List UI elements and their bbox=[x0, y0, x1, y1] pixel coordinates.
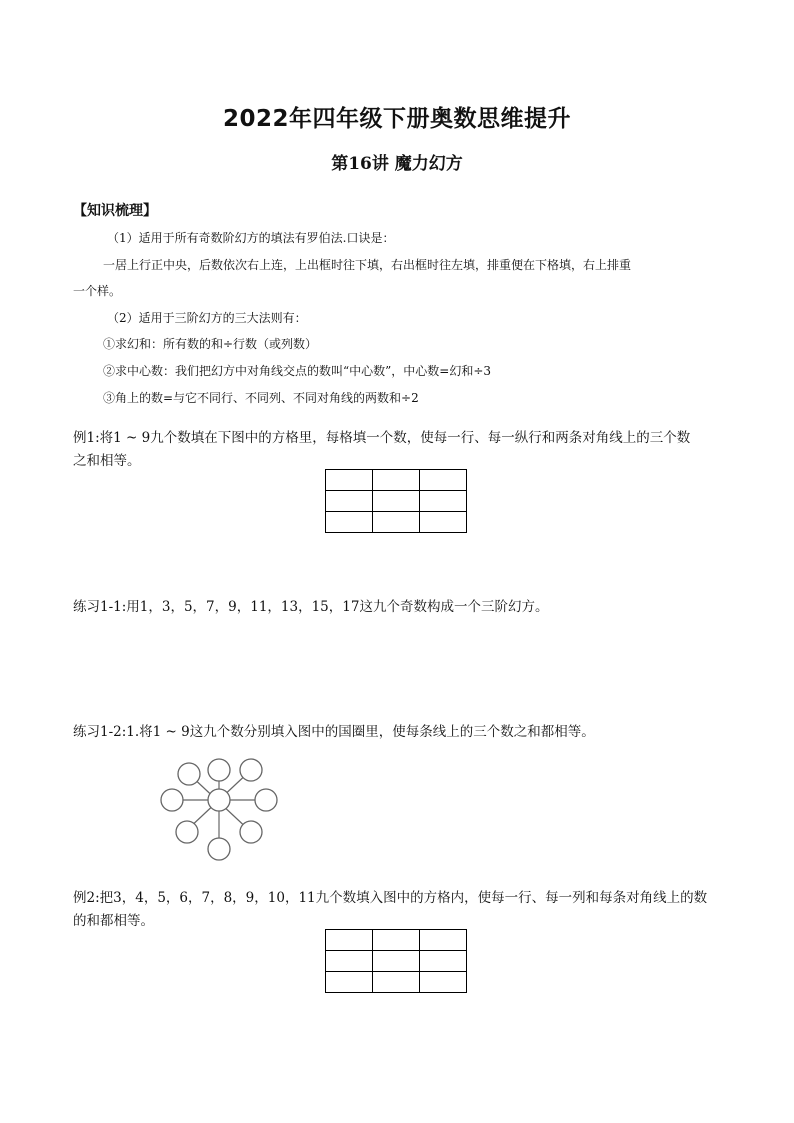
knowledge-line-1: （1）适用于所有奇数阶幻方的填法有罗伯法.口诀是： bbox=[107, 231, 395, 245]
example-1-line-2: 之和相等。 bbox=[73, 453, 141, 469]
center-circle bbox=[208, 789, 230, 811]
knowledge-heading: 【知识梳理】 bbox=[73, 203, 157, 219]
example-2-line-1: 例2:把3，4，5，6，7，8，9，10，11九个数填入图中的方格内，使每一行、每一列和每条对角线上的数 bbox=[73, 890, 708, 906]
grid-cell bbox=[373, 470, 420, 491]
knowledge-line-3: （2）适用于三阶幻方的三大法则有： bbox=[107, 311, 307, 325]
knowledge-line-2a: 一居上行正中央，后数依次右上连，上出框时往下填，右出框时往左填，排重便在下格填，右上排重 bbox=[103, 258, 632, 272]
example-1-line-1: 例1:将1 ~ 9九个数填在下图中的方格里，每格填一个数，使每一行、每一纵行和两条对角线上的三个数 bbox=[73, 430, 691, 446]
blank-circle bbox=[161, 789, 183, 811]
grid-cell bbox=[326, 512, 373, 533]
grid-cell bbox=[326, 470, 373, 491]
grid-cell bbox=[373, 930, 420, 951]
page-title: 2022年四年级下册奥数思维提升 bbox=[222, 106, 571, 132]
grid-cell bbox=[420, 491, 467, 512]
knowledge-rule-2: ②求中心数：我们把幻方中对角线交点的数叫“中心数”，中心数=幻和÷3 bbox=[103, 364, 492, 378]
grid-cell bbox=[420, 930, 467, 951]
blank-circle bbox=[176, 821, 198, 843]
grid-cell bbox=[373, 491, 420, 512]
grid-cell bbox=[373, 972, 420, 993]
grid-cell bbox=[420, 951, 467, 972]
blank-circle bbox=[240, 759, 262, 781]
grid-cell bbox=[326, 930, 373, 951]
lesson-subtitle: 第16讲 魔力幻方 bbox=[331, 154, 463, 174]
grid-cell bbox=[373, 512, 420, 533]
knowledge-rule-1: ①求幻和：所有数的和÷行数（或列数） bbox=[103, 337, 318, 351]
grid-cell bbox=[326, 951, 373, 972]
grid-cell bbox=[420, 512, 467, 533]
knowledge-rule-3: ③角上的数=与它不同行、不同列、不同对角线的两数和÷2 bbox=[103, 391, 419, 405]
blank-circle bbox=[208, 838, 230, 860]
knowledge-line-2b: 一个样。 bbox=[73, 284, 122, 298]
practice-1-1-text: 练习1-1:用1，3，5，7，9，11，13，15，17这九个奇数构成一个三阶幻方。 bbox=[73, 599, 549, 615]
blank-circle bbox=[240, 821, 262, 843]
grid-cell bbox=[373, 951, 420, 972]
circle-star-diagram bbox=[150, 748, 290, 868]
blank-circle bbox=[208, 759, 230, 781]
grid-cell bbox=[420, 972, 467, 993]
magic-square-grid-2 bbox=[325, 929, 467, 993]
blank-circle bbox=[255, 789, 277, 811]
practice-1-2-text: 练习1-2:1.将1 ~ 9这九个数分别填入图中的国圈里，使每条线上的三个数之和都相等。 bbox=[73, 724, 595, 740]
grid-cell bbox=[326, 972, 373, 993]
magic-square-grid-1 bbox=[325, 469, 467, 533]
blank-circle bbox=[178, 763, 200, 785]
example-2-line-2: 的和都相等。 bbox=[73, 913, 154, 929]
grid-cell bbox=[326, 491, 373, 512]
grid-cell bbox=[420, 470, 467, 491]
